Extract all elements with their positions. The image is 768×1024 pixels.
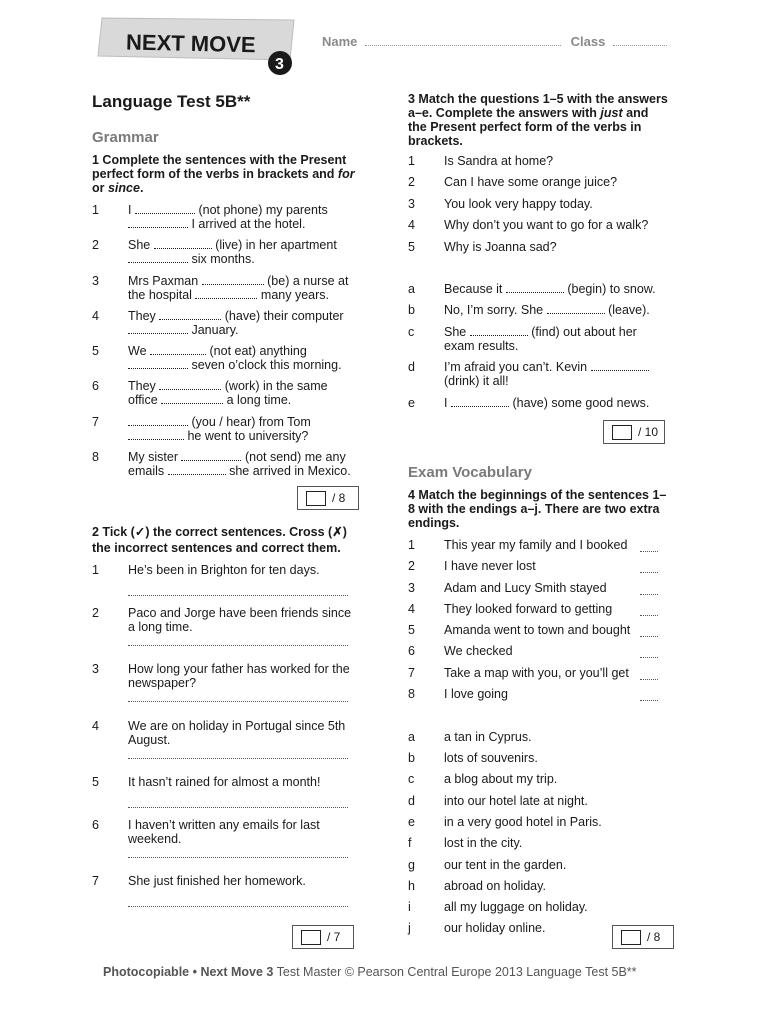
q4-answer-blank[interactable]	[640, 635, 658, 637]
q1-item-number: 5	[92, 344, 99, 358]
q3-question-number: 5	[408, 240, 415, 254]
q3-answer-verb-hint: (have) some good news.	[512, 396, 650, 410]
q4-score-total: / 8	[647, 930, 661, 944]
q4-answer-blank[interactable]	[640, 571, 658, 573]
q4-beginning-number: 4	[408, 602, 415, 616]
q4-ending-letter: e	[408, 815, 415, 829]
q4-beginning: This year my family and I booked	[444, 538, 628, 552]
q1-item-number: 2	[92, 238, 99, 252]
q4-ending-letter: a	[408, 730, 415, 744]
q4-beginning-number: 8	[408, 687, 415, 701]
q1-item-number: 6	[92, 379, 99, 393]
q4-instruction: 4 Match the beginnings of the sentences 1–8 with the endings a–j. There are two extra endings.	[408, 488, 667, 530]
q2-answer-line[interactable]	[128, 856, 348, 858]
q3-score-input[interactable]	[612, 425, 632, 440]
name-label: Name	[322, 34, 358, 49]
q1-item-subject: Mrs Paxman	[128, 274, 199, 288]
q1-item-line2-end: a long time.	[226, 393, 292, 407]
q4-ending: all my luggage on holiday.	[444, 900, 588, 914]
q1-item-line1	[128, 415, 368, 429]
q2-score-total: / 7	[327, 930, 341, 944]
q1-item-verb-hint: (not send) me any	[244, 450, 346, 464]
q1-item-number: 3	[92, 274, 99, 288]
q3-question-number: 2	[408, 175, 415, 189]
q1-item-line2-end: six months.	[191, 252, 255, 266]
q3-score-box	[603, 420, 665, 444]
q3-question: Can I have some orange juice?	[444, 175, 618, 189]
q2-item-line1: Paco and Jorge have been friends since	[128, 606, 352, 620]
q1-item-line2-end: January.	[191, 323, 239, 337]
q3-t2: and the Present perfect form of the verbs in brackets.	[408, 106, 649, 148]
q1-for-since-blank[interactable]	[128, 217, 188, 228]
footer-photocopiable: Photocopiable •	[103, 965, 201, 979]
q4-ending-letter: c	[408, 772, 415, 786]
name-field[interactable]	[365, 35, 561, 46]
q2-instruction-line1	[92, 525, 372, 539]
q1-item	[128, 309, 368, 337]
q2-item-number: 3	[92, 662, 99, 676]
q2-item-line2: August.	[128, 733, 171, 747]
q3-answer-letter: e	[408, 396, 415, 410]
q2-item-number: 7	[92, 874, 99, 888]
q1-item-subject: They	[128, 379, 156, 393]
q3-answer-line1	[444, 303, 674, 317]
q4-beginning-number: 2	[408, 559, 415, 573]
q4-beginning: Amanda went to town and bought	[444, 623, 631, 637]
q4-answer-blank[interactable]	[640, 614, 658, 616]
q3-answer-letter: c	[408, 325, 415, 339]
q1-instruction-or: or	[92, 181, 108, 195]
q3-question: You look very happy today.	[444, 197, 593, 211]
q1-item-subject: She	[128, 238, 151, 252]
q4-ending: our holiday online.	[444, 921, 546, 935]
q1-item-line1	[128, 379, 368, 393]
q2-item-number: 4	[92, 719, 99, 733]
q4-beginning-number: 3	[408, 581, 415, 595]
q1-item	[128, 238, 368, 266]
q4-ending: abroad on holiday.	[444, 879, 546, 893]
q1-item-verb-hint: (you / hear) from Tom	[191, 415, 311, 429]
q1-for-since-blank[interactable]	[128, 429, 184, 440]
q1-verb-blank[interactable]	[154, 238, 212, 249]
q1-item-number: 4	[92, 309, 99, 323]
q3-answer-verb-hint: (begin) to snow.	[567, 282, 656, 296]
q2-score-input[interactable]	[301, 930, 321, 945]
q3-answer-verb-hint: (leave).	[608, 303, 650, 317]
q4-ending-letter: i	[408, 900, 411, 914]
q2-t2: ) the correct sentences. Cross (	[145, 525, 333, 539]
q2-item-line1: We are on holiday in Portugal since 5th	[128, 719, 346, 733]
q2-item-line1: How long your father has worked for the	[128, 662, 350, 676]
q3-verb-blank[interactable]	[470, 325, 528, 336]
q4-beginning: We checked	[444, 644, 513, 658]
q1-for-since-blank[interactable]	[128, 323, 188, 334]
q1-item-line1	[128, 309, 368, 323]
footer-book: Next Move 3	[200, 965, 274, 979]
q3-answer	[444, 282, 674, 296]
q3-verb-blank[interactable]	[547, 303, 605, 314]
q3-just: just	[600, 106, 623, 120]
q3-question-number: 1	[408, 154, 415, 168]
class-label: Class	[570, 34, 606, 49]
q1-for-since-blank[interactable]	[195, 288, 257, 299]
q1-score-box	[297, 486, 359, 510]
q4-beginning: They looked forward to getting	[444, 602, 613, 616]
q3-answer-start: She	[444, 325, 467, 339]
q2-item-line2: newspaper?	[128, 676, 197, 690]
q1-item-line1	[128, 203, 368, 217]
q4-ending: lots of souvenirs.	[444, 751, 538, 765]
q3-answer-line1	[444, 360, 674, 374]
q1-instruction-end: .	[139, 181, 144, 195]
q1-score-total: / 8	[332, 491, 346, 505]
q1-item-line2-start: the hospital	[128, 288, 192, 302]
q3-question-number: 4	[408, 218, 415, 232]
q2-item-line1: She just finished her homework.	[128, 874, 306, 888]
q2-item	[128, 719, 368, 747]
q1-item-verb-hint: (not phone) my parents	[198, 203, 328, 217]
q2-answer-line[interactable]	[128, 594, 348, 596]
q2-score-box	[292, 925, 354, 949]
q1-item-subject: My sister	[128, 450, 178, 464]
q1-item-verb-hint: (be) a nurse at	[267, 274, 349, 288]
q4-beginning: I have never lost	[444, 559, 536, 573]
q3-answer	[444, 396, 674, 410]
q4-ending: our tent in the garden.	[444, 858, 567, 872]
class-field[interactable]	[613, 35, 667, 46]
q1-item	[128, 203, 368, 231]
q2-item	[128, 662, 368, 690]
q1-instruction-for: for	[337, 167, 355, 181]
next-move-logo	[96, 16, 296, 76]
q2-item-line2: weekend.	[128, 832, 182, 846]
q1-item-line2	[128, 217, 368, 231]
q4-beginning-number: 1	[408, 538, 415, 552]
q1-item-line2-end: he went to university?	[187, 429, 309, 443]
q2-instruction	[92, 525, 372, 555]
q3-answer-letter: d	[408, 360, 415, 374]
q4-ending-letter: d	[408, 794, 415, 808]
q1-for-since-blank[interactable]	[128, 252, 188, 263]
q1-item-verb-hint: (have) their computer	[224, 309, 344, 323]
q1-item-line1	[128, 274, 368, 288]
q3-answer-line2: exam results.	[444, 339, 519, 353]
q2-item-line1: It hasn’t rained for almost a month!	[128, 775, 321, 789]
q2-item-number: 6	[92, 818, 99, 832]
q1-score-input[interactable]	[306, 491, 326, 506]
q2-item-number: 2	[92, 606, 99, 620]
q1-item	[128, 415, 368, 443]
q4-beginning: Take a map with you, or you’ll get	[444, 666, 629, 680]
q4-ending: lost in the city.	[444, 836, 523, 850]
q1-item-line2-end: she arrived in Mexico.	[229, 464, 351, 478]
q4-answer-blank[interactable]	[640, 656, 658, 658]
q1-item-verb-hint: (work) in the same	[224, 379, 328, 393]
q2-answer-line[interactable]	[128, 806, 348, 808]
q1-item-line2	[128, 358, 368, 372]
q1-item-line1	[128, 238, 368, 252]
q4-ending-letter: g	[408, 858, 415, 872]
q3-answer-start: I	[444, 396, 448, 410]
q3-answer-start: I’m afraid you can’t. Kevin	[444, 360, 588, 374]
q1-verb-blank[interactable]	[159, 309, 221, 320]
q1-item-line2	[128, 323, 368, 337]
q3-answer	[444, 325, 674, 353]
q3-answer-line2: (drink) it all!	[444, 374, 509, 388]
q1-for-since-blank[interactable]	[161, 393, 223, 404]
q3-answer-line1	[444, 325, 674, 339]
q1-instruction-text: 1 Complete the sentences with the Present perfect form of the verbs in brackets and	[92, 153, 347, 181]
q1-verb-blank[interactable]	[159, 379, 221, 390]
q2-item-number: 1	[92, 563, 99, 577]
q3-question-number: 3	[408, 197, 415, 211]
tick-icon: ✓	[134, 525, 146, 539]
q4-beginning: Adam and Lucy Smith stayed	[444, 581, 607, 595]
grammar-heading: Grammar	[92, 129, 159, 146]
logo-level: 3	[275, 56, 284, 73]
q2-answer-line[interactable]	[128, 757, 348, 759]
q4-ending-letter: f	[408, 836, 412, 850]
q1-verb-blank[interactable]	[135, 203, 195, 214]
q2-answer-line[interactable]	[128, 644, 348, 646]
logo-text: NEXT MOVE	[125, 29, 256, 58]
q1-item-line2	[128, 464, 368, 478]
q1-item-verb-hint: (live) in her apartment	[215, 238, 337, 252]
q4-ending: a blog about my trip.	[444, 772, 558, 786]
q3-answer-letter: a	[408, 282, 415, 296]
q2-item	[128, 874, 368, 888]
q1-instruction-since: since	[107, 181, 140, 195]
name-class-line	[322, 34, 673, 49]
q4-score-input[interactable]	[621, 930, 641, 945]
footer-copyright: Test Master © Pearson Central Europe 2013 Language Test 5B**	[273, 965, 637, 979]
q1-item	[128, 379, 368, 407]
q3-answer-line1	[444, 282, 674, 296]
q1-item-verb-hint: (not eat) anything	[209, 344, 307, 358]
q1-item	[128, 274, 368, 302]
footer	[103, 965, 637, 979]
q1-item-line1	[128, 344, 368, 358]
q1-verb-blank[interactable]	[202, 274, 264, 285]
q2-answer-line[interactable]	[128, 700, 348, 702]
q1-verb-blank[interactable]	[128, 415, 188, 426]
q1-item	[128, 344, 368, 372]
q4-ending: in a very good hotel in Paris.	[444, 815, 602, 829]
q3-question: Why is Joanna sad?	[444, 240, 557, 254]
test-title: Language Test 5B**	[92, 92, 251, 111]
q2-item-line1: I haven’t written any emails for last	[128, 818, 320, 832]
q3-answer-letter: b	[408, 303, 415, 317]
q1-item-line2	[128, 252, 368, 266]
q2-t0: 2 Tick (	[92, 525, 135, 539]
cross-icon: ✗	[332, 525, 343, 539]
q2-item	[128, 563, 368, 577]
q3-answer-verb-hint: (find) out about her	[531, 325, 637, 339]
q1-item-line2-start: office	[128, 393, 158, 407]
q4-beginning-number: 7	[408, 666, 415, 680]
q3-answer-line1	[444, 396, 674, 410]
exam-vocabulary-heading: Exam Vocabulary	[408, 464, 532, 481]
q1-instruction	[92, 153, 362, 195]
q1-for-since-blank[interactable]	[128, 358, 188, 369]
q1-item	[128, 450, 368, 478]
q1-item-number: 7	[92, 415, 99, 429]
q3-instruction	[408, 92, 670, 148]
q2-item	[128, 775, 368, 789]
q4-beginning: I love going	[444, 687, 508, 701]
q3-answer	[444, 360, 674, 388]
q3-question: Why don’t you want to go for a walk?	[444, 218, 649, 232]
q1-item-number: 1	[92, 203, 99, 217]
q4-score-box	[612, 925, 674, 949]
q2-item-number: 5	[92, 775, 99, 789]
q2-item-line2: a long time.	[128, 620, 193, 634]
q4-answer-blank[interactable]	[640, 699, 658, 701]
q3-question: Is Sandra at home?	[444, 154, 554, 168]
q3-answer	[444, 303, 674, 317]
q2-t4: )	[342, 525, 347, 539]
q2-instruction-line2: the incorrect sentences and correct them.	[92, 541, 341, 555]
q1-item-line2	[128, 288, 368, 302]
q4-ending-letter: b	[408, 751, 415, 765]
q1-verb-blank[interactable]	[181, 450, 241, 461]
q2-item	[128, 818, 368, 846]
q4-ending: into our hotel late at night.	[444, 794, 588, 808]
q2-item	[128, 606, 368, 634]
q4-beginning-number: 5	[408, 623, 415, 637]
q1-item-subject: We	[128, 344, 147, 358]
q1-item-subject: I	[128, 203, 132, 217]
q1-item-number: 8	[92, 450, 99, 464]
q1-for-since-blank[interactable]	[168, 464, 226, 475]
q2-answer-line[interactable]	[128, 905, 348, 907]
q4-beginning-number: 6	[408, 644, 415, 658]
q2-item-line1: He’s been in Brighton for ten days.	[128, 563, 320, 577]
q3-verb-blank[interactable]	[451, 396, 509, 407]
q4-answer-blank[interactable]	[640, 593, 658, 595]
q1-item-subject: They	[128, 309, 156, 323]
q4-ending-letter: j	[408, 921, 411, 935]
q1-item-line2-end: I arrived at the hotel.	[191, 217, 306, 231]
q3-answer-start: No, I’m sorry. She	[444, 303, 544, 317]
q1-item-line2	[128, 429, 368, 443]
q3-verb-blank[interactable]	[591, 360, 649, 371]
q3-t0: 3 Match the questions 1–5 with the answers a–e. Complete the answers with	[408, 92, 668, 120]
q1-verb-blank[interactable]	[150, 344, 206, 355]
q3-score-total: / 10	[638, 425, 659, 439]
q1-item-line2	[128, 393, 368, 407]
q1-item-line2-end: many years.	[260, 288, 329, 302]
q3-answer-start: Because it	[444, 282, 503, 296]
q1-item-line1	[128, 450, 368, 464]
q1-item-line2-start: emails	[128, 464, 165, 478]
q4-ending: a tan in Cyprus.	[444, 730, 532, 744]
q4-ending-letter: h	[408, 879, 415, 893]
q1-item-line2-end: seven o’clock this morning.	[191, 358, 342, 372]
q4-answer-blank[interactable]	[640, 678, 658, 680]
q4-answer-blank[interactable]	[640, 550, 658, 552]
q3-verb-blank[interactable]	[506, 282, 564, 293]
